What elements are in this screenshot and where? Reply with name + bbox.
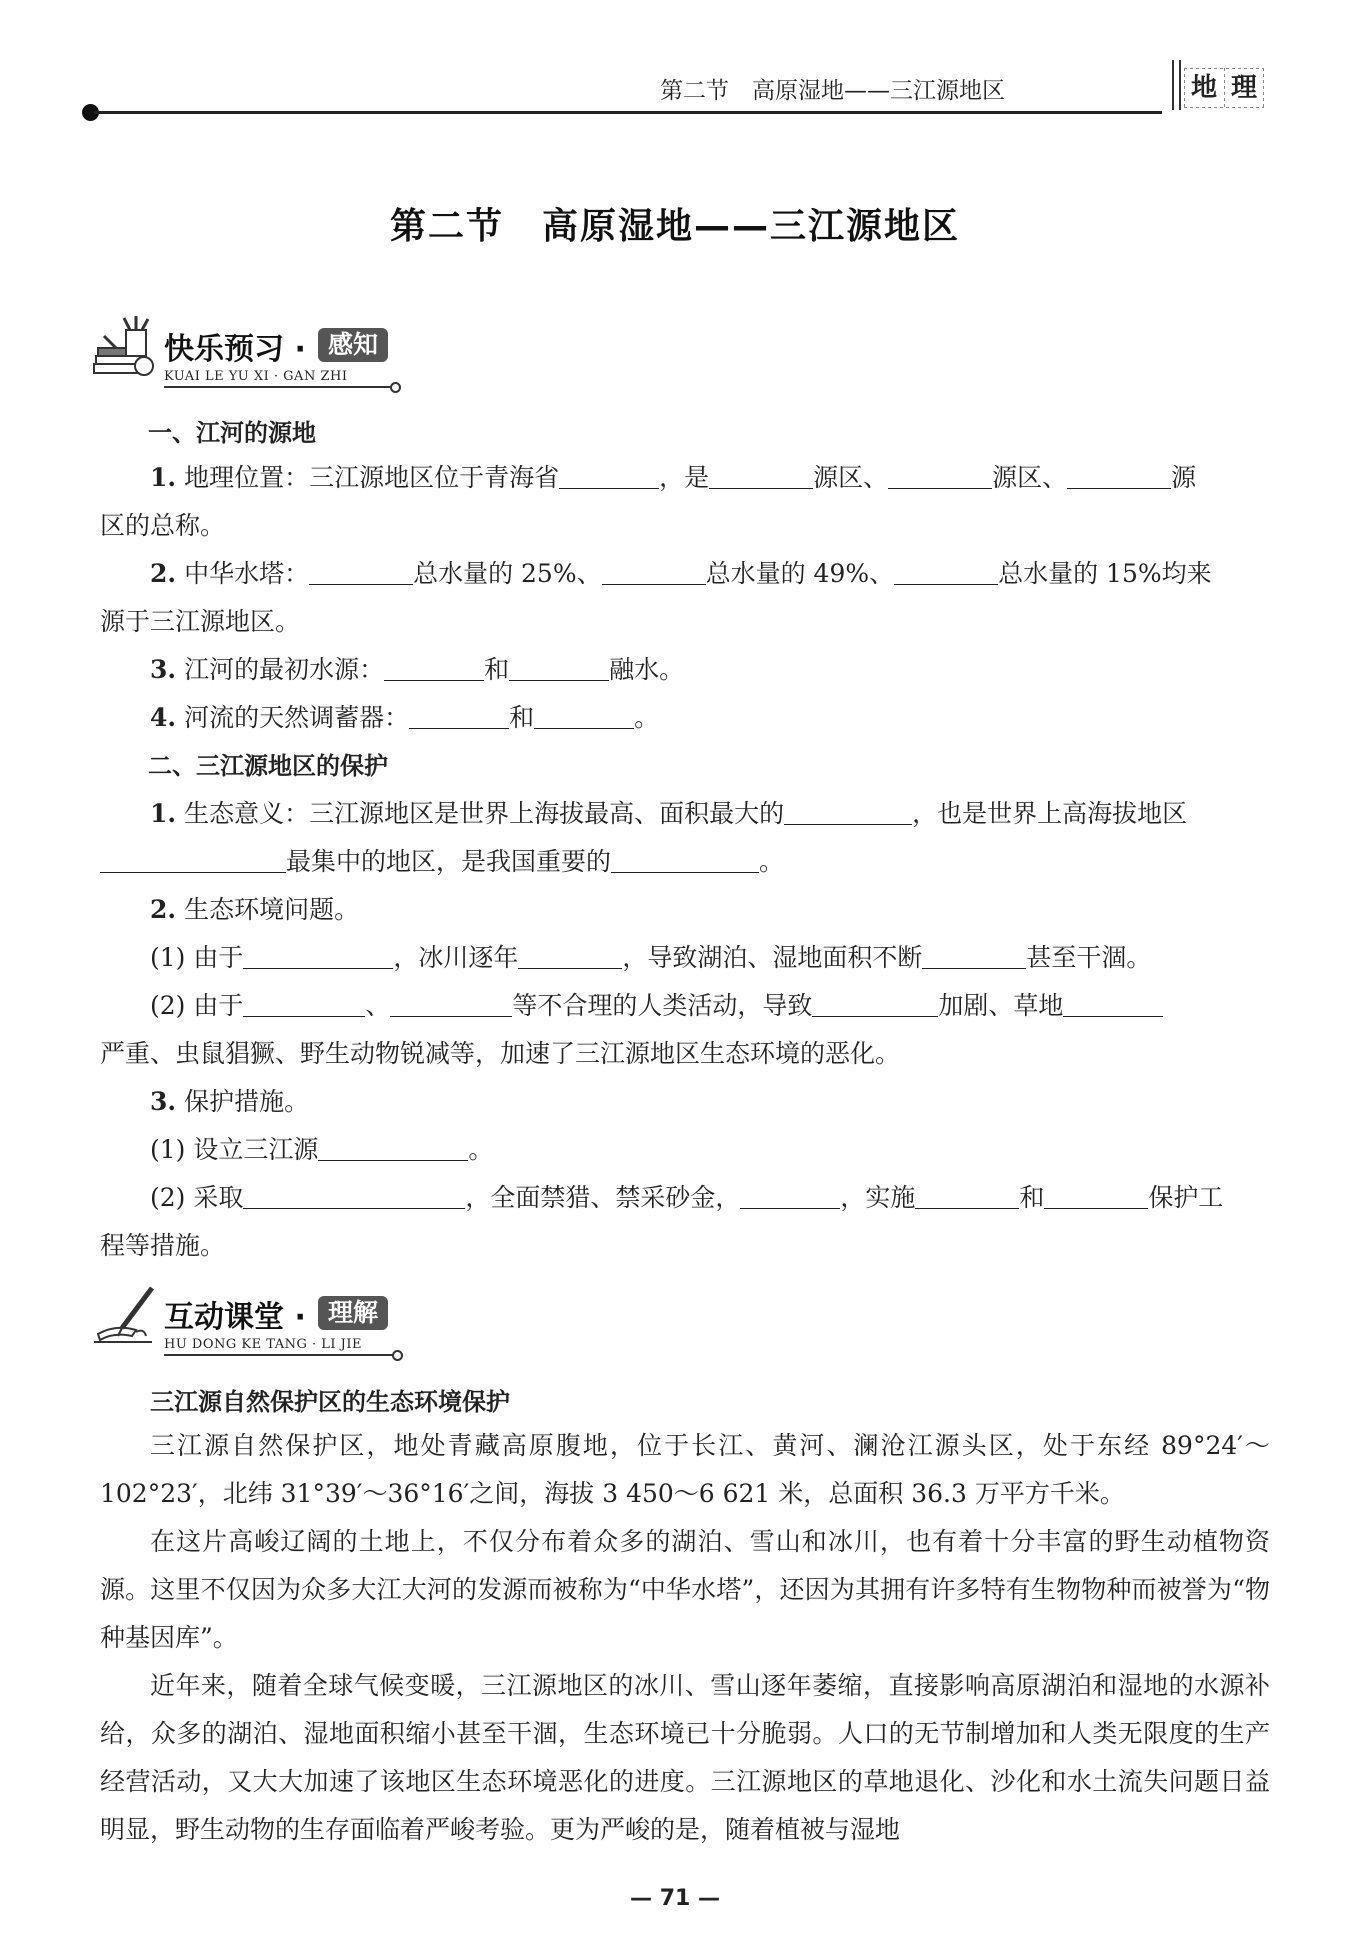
- question-2: [100, 554, 1320, 590]
- subject-char-2: 理: [1230, 73, 1257, 103]
- protection-2: [100, 890, 1320, 926]
- answer-blank[interactable]: [384, 656, 484, 681]
- subject-char-1: 地: [1190, 73, 1217, 103]
- p2-2-text-c: 等不合理的人类活动，导致: [512, 991, 813, 1020]
- q1-text-a: 地理位置：三江源地区位于青海省: [184, 463, 560, 492]
- answer-blank[interactable]: [243, 992, 365, 1017]
- part1-title: 一、江河的源地: [148, 419, 316, 447]
- q2-text-a: 中华水塔：: [184, 559, 310, 588]
- answer-blank[interactable]: [318, 1136, 468, 1161]
- protection-3: [100, 1082, 1320, 1118]
- answer-blank[interactable]: [518, 944, 622, 969]
- answer-blank[interactable]: [509, 656, 609, 681]
- p2-2-text-d: 加剧、草地: [938, 991, 1064, 1020]
- classroom-heading: 三江源自然保护区的生态环境保护: [150, 1388, 510, 1416]
- p3-2-text-d: 和: [1019, 1183, 1045, 1212]
- q1-text-e: 源: [1171, 463, 1197, 492]
- answer-blank[interactable]: [559, 464, 659, 489]
- answer-blank[interactable]: [784, 800, 912, 825]
- q2-text-c: 总水量的 49%、: [705, 559, 895, 588]
- q2-number: 2.: [150, 559, 177, 588]
- p3-2-text-a: (2) 采取: [150, 1183, 244, 1212]
- q1-text-c: 源区、: [813, 463, 889, 492]
- p2-1-text-b: ，冰川逐年: [393, 943, 519, 972]
- p2-2-text-b: 、: [365, 991, 391, 1020]
- p2-number: 2.: [150, 895, 177, 924]
- answer-blank[interactable]: [243, 1184, 465, 1209]
- answer-blank[interactable]: [812, 992, 938, 1017]
- q1-text-b: ，是: [659, 463, 710, 492]
- books-pencils-icon: [92, 316, 156, 378]
- answer-blank[interactable]: [915, 1184, 1019, 1209]
- p2-2-text-e: 严重、虫鼠猖獗、野生动物锐减等，加速了三江源地区生态环境的恶化。: [100, 1039, 901, 1068]
- q1-text-f: 区的总称。: [100, 511, 226, 540]
- q4-text-b: 和: [509, 703, 535, 732]
- section-pinyin: KUAI LE YU XI · GAN ZHI: [164, 369, 348, 384]
- answer-blank[interactable]: [534, 704, 634, 729]
- question-4: [100, 698, 1320, 734]
- section-label: 快乐预习 ·: [164, 332, 306, 367]
- q4-text-c: 。: [634, 703, 660, 732]
- section-underline: [164, 386, 394, 388]
- protection-3-1: [100, 1130, 1320, 1166]
- part2-title: 二、三江源地区的保护: [148, 752, 388, 780]
- answer-blank[interactable]: [243, 944, 393, 969]
- p3-1-text-a: (1) 设立三江源: [150, 1135, 319, 1164]
- p2-1-text-a: (1) 由于: [150, 943, 244, 972]
- q1-number: 1.: [150, 463, 177, 492]
- section-label: 互动课堂 ·: [164, 1300, 306, 1335]
- answer-blank[interactable]: [1044, 1184, 1148, 1209]
- answer-blank[interactable]: [100, 848, 286, 873]
- protection-3-2: [100, 1178, 1320, 1214]
- answer-blank[interactable]: [409, 704, 509, 729]
- answer-blank[interactable]: [611, 848, 759, 873]
- p3-1-text-b: 。: [468, 1135, 494, 1164]
- classroom-paragraph-1: 三江源自然保护区，地处青藏高原腹地，位于长江、黄河、澜沧江源头区，处于东经 89°24′～102°23′，北纬 31°39′～36°16′之间，海拔 3 450～6 621 米，总面积 36.3 万平方千米。: [100, 1431, 1270, 1508]
- p1-text-a: 生态意义：三江源地区是世界上海拔最高、面积最大的: [184, 799, 785, 828]
- p1-text-c: 最集中的地区，是我国重要的: [286, 847, 612, 876]
- answer-blank[interactable]: [740, 1184, 840, 1209]
- protection-1-cont: [100, 842, 1270, 878]
- pen-writing-icon: [92, 1284, 158, 1350]
- p3-2-text-f: 程等措施。: [100, 1231, 226, 1260]
- subject-label: [1184, 68, 1264, 108]
- protection-2-1: [100, 938, 1320, 974]
- protection-2-2: [100, 986, 1320, 1022]
- answer-blank[interactable]: [894, 560, 998, 585]
- answer-blank[interactable]: [390, 992, 512, 1017]
- p1-number: 1.: [150, 799, 177, 828]
- p1-text-d: 。: [759, 847, 785, 876]
- q4-number: 4.: [150, 703, 177, 732]
- answer-blank[interactable]: [1063, 992, 1163, 1017]
- answer-blank[interactable]: [309, 560, 413, 585]
- p1-text-b: ，也是世界上高海拔地区: [912, 799, 1188, 828]
- section-badge: 理解: [318, 1296, 388, 1330]
- page-title: 第二节 高原湿地——三江源地区: [389, 206, 960, 247]
- q2-text-d: 总水量的 15%均来: [998, 559, 1212, 588]
- answer-blank[interactable]: [888, 464, 992, 489]
- answer-blank[interactable]: [709, 464, 813, 489]
- p3-number: 3.: [150, 1087, 177, 1116]
- p3-2-text-b: ，全面禁猎、禁采砂金，: [465, 1183, 741, 1212]
- q3-text-c: 融水。: [609, 655, 685, 684]
- p2-2-text-a: (2) 由于: [150, 991, 244, 1020]
- header-rule: [94, 111, 1162, 114]
- section-badge: 感知: [318, 328, 388, 362]
- protection-1: [100, 794, 1320, 830]
- p2-text-a: 生态环境问题。: [184, 895, 360, 924]
- classroom-paragraph-2: 在这片高峻辽阔的土地上，不仅分布着众多的湖泊、雪山和冰川，也有着十分丰富的野生动植物资源。这里不仅因为众多大江大河的发源而被称为“中华水塔”，还因为其拥有许多特有生物物种而被誉为“物种基因库”。: [100, 1527, 1270, 1652]
- classroom-paragraph-3: 近年来，随着全球气候变暖，三江源地区的冰川、雪山逐年萎缩，直接影响高原湖泊和湿地的水源补给，众多的湖泊、湿地面积缩小甚至干涸，生态环境已十分脆弱。人口的无节制增加和人类无限度的生产经营活动，又大大加速了该地区生态环境恶化的进度。三江源地区的草地退化、沙化和水土流失问题日益明显，野生动物的生存面临着严峻考验。更为严峻的是，随着植被与湿地: [100, 1671, 1270, 1844]
- p3-2-text-c: ，实施: [840, 1183, 916, 1212]
- q3-text-b: 和: [484, 655, 510, 684]
- section-pinyin: HU DONG KE TANG · LI JIE: [164, 1337, 362, 1352]
- q2-text-e: 源于三江源地区。: [100, 607, 301, 636]
- answer-blank[interactable]: [922, 944, 1026, 969]
- running-header-title: 第二节 高原湿地——三江源地区: [660, 78, 1005, 104]
- answer-blank[interactable]: [1067, 464, 1171, 489]
- p2-1-text-d: 甚至干涸。: [1026, 943, 1152, 972]
- q3-text-a: 江河的最初水源：: [184, 655, 385, 684]
- p2-1-text-c: ，导致湖泊、湿地面积不断: [622, 943, 923, 972]
- p3-text-a: 保护措施。: [184, 1087, 310, 1116]
- q4-text-a: 河流的天然调蓄器：: [184, 703, 410, 732]
- section-underline: [164, 1354, 396, 1356]
- classroom-section-header: [92, 1284, 422, 1374]
- answer-blank[interactable]: [602, 560, 706, 585]
- question-3: [100, 650, 1320, 686]
- q2-text-b: 总水量的 25%、: [413, 559, 602, 588]
- p3-2-text-e: 保护工: [1148, 1183, 1224, 1212]
- question-1: [100, 458, 1320, 494]
- q3-number: 3.: [150, 655, 177, 684]
- preview-section-header: [92, 316, 422, 406]
- header-separator: [1172, 60, 1181, 110]
- page-number: — 71 —: [630, 1886, 720, 1911]
- q1-text-d: 源区、: [992, 463, 1068, 492]
